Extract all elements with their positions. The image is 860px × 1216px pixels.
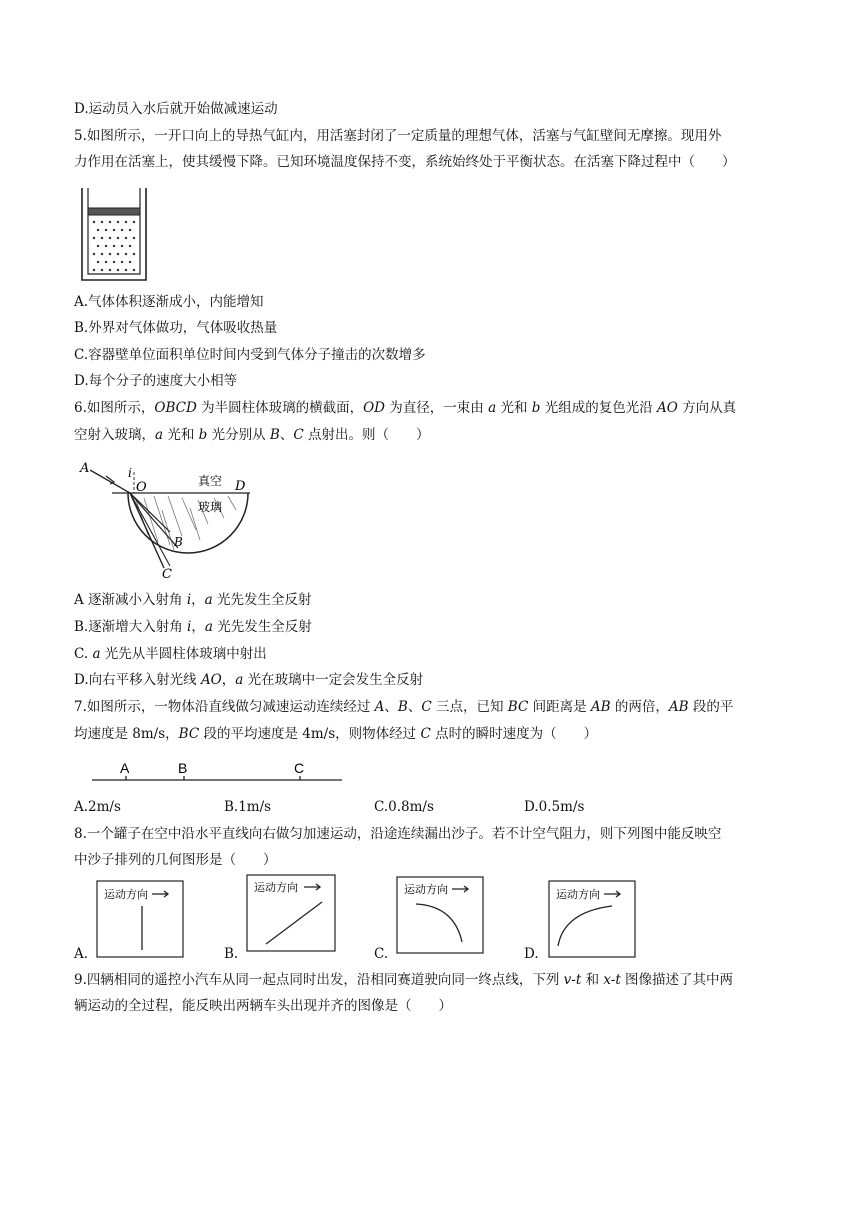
q6-option-a: A 逐渐减小入射角 i，a 光先发生全反射 [74, 592, 312, 608]
gas-molecule-dot [109, 237, 111, 239]
q7-stem-line1: 7.如图所示，一物体沿直线做匀减速运动连续经过 A、B、C 三点，已知 BC 间距离是 AB 的两倍，AB 段的平 [74, 699, 734, 715]
gas-molecule-dot [101, 221, 103, 223]
q8-option-c: C. [374, 946, 389, 962]
gas-molecule-dot [93, 253, 95, 255]
gas-molecule-dot [109, 221, 111, 223]
q7-option-b: B.1m/s [224, 799, 272, 815]
q8-figure-b [246, 874, 338, 954]
gas-molecule-dot [105, 229, 107, 231]
q8-box-label-d: 运动方向 [556, 888, 600, 901]
q5-option-d: D.每个分子的速度大小相等 [74, 373, 238, 389]
q7-line-figure [90, 758, 350, 788]
gas-molecule-dot [101, 253, 103, 255]
gas-molecule-dot [117, 253, 119, 255]
gas-molecule-dot [133, 269, 135, 271]
q8-stem-line2: 中沙子排列的几何图形是（ ） [74, 852, 277, 868]
gas-molecule-dot [121, 229, 123, 231]
gas-molecule-dot [129, 261, 131, 263]
gas-molecule-dot [117, 237, 119, 239]
gas-molecule-dot [105, 261, 107, 263]
q8-stem-line1: 8.一个罐子在空中沿水平直线向右做匀加速运动，沿途连续漏出沙子。若不计空气阻力，则下列图中能反映空 [74, 826, 722, 842]
gas-molecule-dot [117, 221, 119, 223]
q8-option-b: B. [224, 946, 239, 962]
q8-option-d: D. [524, 946, 539, 962]
gas-molecule-dot [133, 237, 135, 239]
q7-point-a: A [120, 760, 130, 776]
gas-molecule-dot [133, 221, 135, 223]
gas-molecule-dot [101, 237, 103, 239]
q8-figure-d [548, 880, 638, 960]
q5-stem-line1: 5.如图所示，一开口向上的导热气缸内，用活塞封闭了一定质量的理想气体，活塞与气缸壁间无摩擦。现用外 [74, 128, 722, 144]
q6-option-c: C. a 光先从半圆柱体玻璃中射出 [74, 646, 267, 662]
q9-stem-line2: 辆运动的全过程，能反映出两辆车头出现并齐的图像是（ ） [74, 998, 452, 1014]
gas-molecule-dot [113, 261, 115, 263]
gas-molecule-dot [97, 229, 99, 231]
q5-option-b: B.外界对气体做功，气体吸收热量 [74, 320, 278, 336]
q7-option-a: A.2m/s [74, 799, 121, 815]
q6-label-a: A [80, 461, 90, 476]
q8-figure-a [96, 880, 186, 960]
q6-stem-line2: 空射入玻璃，a 光和 b 光分别从 B、C 点射出。则（ ） [74, 427, 430, 443]
gas-molecule-dot [125, 221, 127, 223]
q6-label-b: B [174, 535, 183, 549]
gas-molecule-dot [133, 253, 135, 255]
q8-box-label-a: 运动方向 [104, 888, 148, 901]
q6-stem-line1: 6.如图所示，OBCD 为半圆柱体玻璃的横截面，OD 为直径，一束由 a 光和 b 光组成的复色光沿 AO 方向从真 [74, 400, 737, 416]
gas-molecule-dot [113, 245, 115, 247]
gas-molecule-dot [93, 221, 95, 223]
q8-box-label-b: 运动方向 [254, 881, 298, 894]
q7-point-c: C [294, 760, 305, 776]
q5-option-a: A.气体体积逐渐成小，内能增知 [74, 294, 264, 310]
gas-molecule-dot [121, 261, 123, 263]
gas-molecule-dot [125, 237, 127, 239]
q5-stem-line2: 力作用在活塞上，使其缓慢下降。已知环境温度保持不变，系统始终处于平衡状态。在活塞下降过程中（ ） [74, 154, 736, 170]
q8-box-label-c: 运动方向 [404, 883, 448, 896]
q4-option-d: D.运动员入水后就开始做减速运动 [74, 101, 278, 117]
q8-option-a: A. [74, 946, 89, 962]
gas-molecule-dot [105, 245, 107, 247]
gas-molecule-dot [129, 245, 131, 247]
q6-label-c: C [162, 567, 172, 582]
gas-molecule-dot [101, 269, 103, 271]
q6-semicylinder-figure [78, 460, 268, 580]
q8-figure-c [396, 876, 486, 956]
q6-label-glass: 玻璃 [198, 500, 223, 514]
q6-label-o: O [136, 480, 147, 495]
q7-option-c: C.0.8m/s [374, 799, 434, 815]
q6-option-b: B.逐渐增大入射角 i，a 光先发生全反射 [74, 619, 312, 635]
gas-molecule-dot [97, 261, 99, 263]
gas-molecule-dot [93, 269, 95, 271]
gas-molecule-dot [125, 269, 127, 271]
q7-option-d: D.0.5m/s [524, 799, 585, 815]
q7-point-b: B [178, 760, 188, 776]
gas-molecule-dot [121, 245, 123, 247]
q7-stem-line2: 均速度是 8m/s，BC 段的平均速度是 4m/s，则物体经过 C 点时的瞬时速度为（ ） [74, 726, 598, 742]
gas-molecule-dot [93, 237, 95, 239]
gas-molecule-dot [125, 253, 127, 255]
q9-stem-line1: 9.四辆相同的遥控小汽车从同一起点同时出发，沿相同赛道驶向同一终点线，下列 v-t 和 x-t 图像描述了其中两 [74, 972, 734, 988]
q6-label-i: i [128, 466, 132, 480]
q6-label-d: D [235, 479, 246, 494]
gas-molecule-dot [97, 245, 99, 247]
gas-molecule-dot [109, 253, 111, 255]
q6-label-vacuum: 真空 [198, 474, 223, 488]
gas-molecule-dot [129, 229, 131, 231]
gas-molecule-dot [113, 229, 115, 231]
q5-option-c: C.容器壁单位面积单位时间内受到气体分子撞击的次数增多 [74, 347, 426, 363]
q5-cylinder-figure [74, 186, 154, 286]
gas-molecule-dot [117, 269, 119, 271]
gas-molecule-dot [109, 269, 111, 271]
q6-option-d: D.向右平移入射光线 AO，a 光在玻璃中一定会发生全反射 [74, 672, 424, 688]
